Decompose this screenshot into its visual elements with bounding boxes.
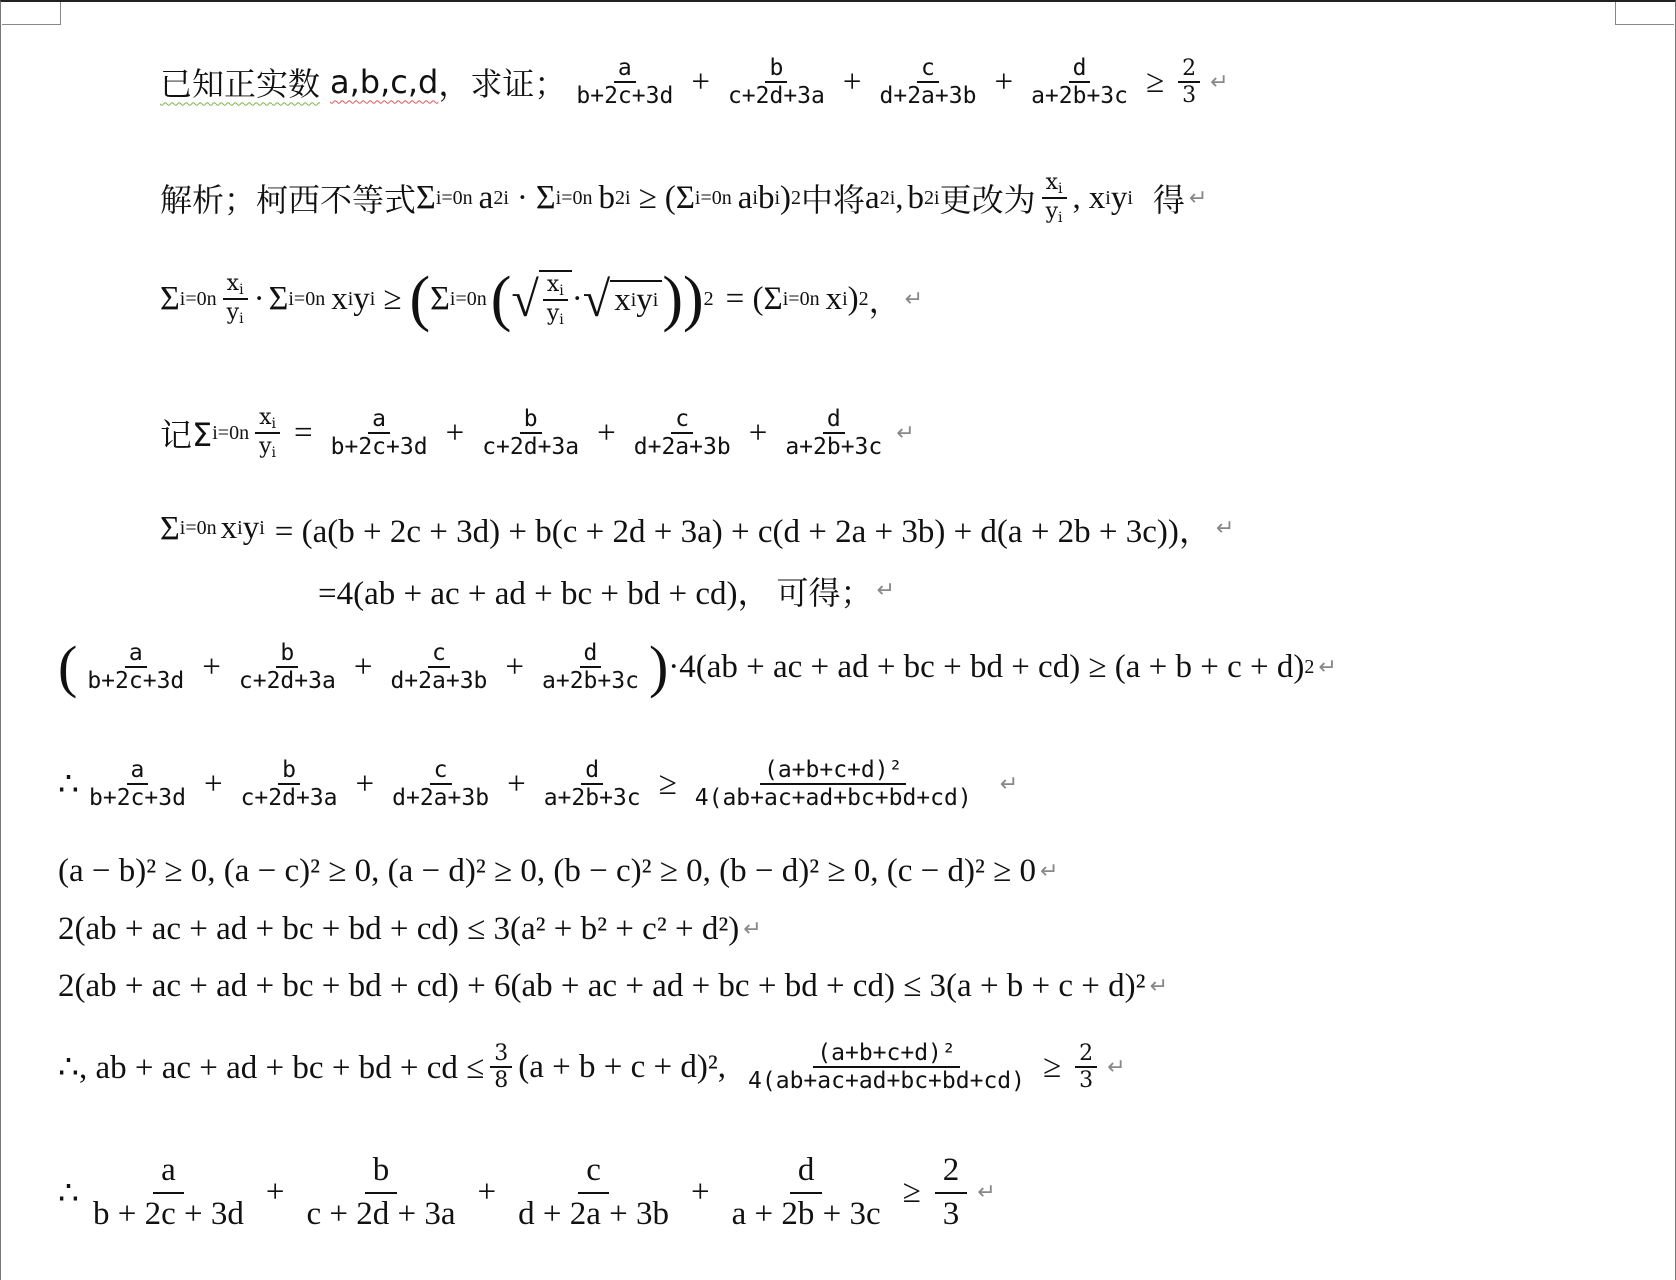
page-corner-mark-top-right bbox=[1615, 2, 1674, 25]
big-right-paren: ) bbox=[683, 265, 704, 333]
sum-symbol: Σ bbox=[430, 280, 450, 317]
paragraph-mark-icon: ↵ bbox=[977, 1180, 996, 1206]
cauchy-end: ， bbox=[868, 282, 901, 320]
paragraph-mark-icon: ↵ bbox=[876, 578, 895, 603]
problem-vars: a,b,c,d bbox=[330, 63, 439, 102]
big-left-paren: ( bbox=[409, 265, 431, 333]
sum-lower-limit: i=0 bbox=[435, 186, 463, 209]
therefore-2-lead: ∴, ab + ac + ad + bc + bd + cd ≤ bbox=[58, 1050, 485, 1087]
problem-statement bbox=[160, 55, 1229, 110]
plus-sign: + bbox=[842, 63, 862, 100]
close-paren: ) bbox=[780, 179, 792, 216]
geq-sign: ≥ bbox=[383, 280, 402, 317]
fraction-two-thirds: $\frac{2}{3}$ bbox=[1178, 56, 1200, 109]
inequality-2-text: 2(ab + ac + ad + bc + bd + cd) + 6(ab + ac + ad + bc + bd + cd) ≤ 3(a + b + c + d)² bbox=[58, 968, 1146, 1004]
plus-sign: + bbox=[691, 63, 710, 100]
plus-sign: + bbox=[994, 63, 1014, 100]
term-a: a bbox=[865, 179, 880, 216]
sum-xy-result: =4(ab + ac + ad + bc + bd + cd)， bbox=[318, 576, 771, 612]
inequality-line-2 bbox=[58, 968, 1168, 1005]
dot-operator: · bbox=[516, 179, 528, 216]
term-b: b bbox=[598, 179, 616, 216]
therefore-line-2: ∴, ab + ac + ad + bc + bd + cd ≤ $\frac{3}{8}$ (a + b + c + d)², $\frac{\text{(a+b+c+d)²}}{4(ab+ac+ad+bc+bd+cd)}$ ≥ $\frac{2}{3}$ ↵ bbox=[58, 1040, 1126, 1095]
geq-sign: ≥ bbox=[1146, 63, 1165, 100]
final-conclusion: ∴ $\frac{a}{b + 2c + 3d}$ + $\frac{b}{c + 2d + 3a}$ + $\frac{c}{d + 2a + 3b}$ + $\frac{d}{a + 2b + 3c}$ ≥ $\frac{2}{3}$ ↵ bbox=[58, 1152, 996, 1232]
analysis-label: 解析；柯西不等式 bbox=[160, 181, 417, 220]
paragraph-mark-icon: ↵ bbox=[1210, 69, 1229, 95]
product-line: ( $\frac{a}{b+2c+3d}$ + $\frac{b}{c+2d+3a}$ + $\frac{c}{d+2a+3b}$ + $\frac{d}{a+2b+3c}$ ) ·4(ab + ac + ad + bc + bd + cd) ≥ (a + b + c + d) 2 ↵ bbox=[58, 634, 1337, 699]
therefore-line-1: ∴ $\frac{a}{b+2c+3d}$ + $\frac{b}{c+2d+3a}$ + $\frac{c}{d+2a+3b}$ + $\frac{d}{a+2b+3c}$ ≥ $\frac{\text{(a+b+c+d)²}}{4(ab+ac+ad+bc+bd+cd)}$ ↵ bbox=[58, 757, 1019, 812]
analysis-mid: 中将 bbox=[801, 181, 866, 220]
define-prefix: 记Σ bbox=[160, 416, 213, 455]
paragraph-mark-icon: ↵ bbox=[1039, 859, 1059, 884]
sum-xy-line: Σ i=0 n x i y i = (a(b + 2c + 3d) + b(c + 2d + 3a) + c(d + 2a + 3b) + d(a + 2b + 3c))， ↵ bbox=[160, 505, 1234, 552]
sum-symbol: Σ bbox=[160, 509, 180, 547]
sum-symbol: Σ bbox=[268, 280, 289, 317]
paragraph-mark-icon: ↵ bbox=[1215, 516, 1235, 541]
dot-operator: · bbox=[571, 280, 583, 317]
big-left-paren: ( bbox=[58, 634, 78, 699]
fraction-1: $\frac{a}{b+2c+3d}$ bbox=[576, 55, 674, 110]
ke-de-label: 可得； bbox=[776, 573, 873, 612]
term-y: y bbox=[1110, 179, 1128, 216]
dot-operator: · bbox=[253, 280, 265, 317]
fraction-3: $\frac{c}{d+2a+3b}$ bbox=[879, 55, 977, 110]
geq-sign: ≥ bbox=[638, 179, 657, 216]
squares-line bbox=[58, 853, 1058, 890]
inequality-1-text: 2(ab + ac + ad + bc + bd + cd) ≤ 3(a² + b² + c² + d²) bbox=[58, 911, 740, 947]
analysis-change: 更改为 bbox=[939, 181, 1036, 220]
analysis-de: 得 bbox=[1152, 181, 1185, 220]
problem-mid: ，求证； bbox=[438, 65, 567, 104]
big-right-paren: ) bbox=[662, 265, 684, 333]
paragraph-mark-icon: ↵ bbox=[1149, 974, 1168, 999]
term-a: a bbox=[478, 179, 494, 216]
equals-sum: = (Σ bbox=[725, 280, 783, 317]
sqrt-x-over-y: √ $\frac{x_i}{y_i}$ bbox=[511, 270, 571, 328]
therefore-symbol: ∴ bbox=[58, 1175, 79, 1212]
sum-symbol: Σ bbox=[160, 280, 180, 317]
term-b: b bbox=[907, 179, 925, 216]
cauchy-line: Σ i=0 n $\frac{x_i}{y_i}$ · Σ i=0 n x i y i ≥ ( Σ i=0 n ( √ $\frac{x_i}{y_i}$ · √ x i y i ) ) 2 = (Σ i=0 n x i ) 2 ， ↵ bbox=[160, 265, 924, 333]
define-line: 记Σ i=0 n $\frac{x_i}{y_i}$ = $\frac{a}{b+2c+3d}$ + $\frac{b}{c+2d+3a}$ + $\frac{c}{d+2a+3b}$ + $\frac{d}{a+2b+3c}$ ↵ bbox=[160, 405, 915, 462]
paragraph-mark-icon: ↵ bbox=[1107, 1054, 1126, 1080]
sum-xy-simplified bbox=[318, 567, 895, 614]
sqrt-xy: √ x i y i bbox=[583, 274, 663, 324]
big-left-paren: ( bbox=[490, 265, 512, 333]
paragraph-mark-icon: ↵ bbox=[1318, 654, 1337, 680]
sum-symbol: Σ bbox=[535, 179, 556, 217]
squares-text: (a − b)² ≥ 0, (a − c)² ≥ 0, (a − d)² ≥ 0, (b − c)² ≥ 0, (b − d)² ≥ 0, (c − d)² ≥ 0 bbox=[58, 853, 1036, 889]
page-corner-mark-top-left bbox=[2, 2, 61, 25]
term-b: b bbox=[757, 179, 775, 216]
fraction-2: $\frac{b}{c+2d+3a}$ bbox=[727, 55, 825, 110]
fraction-bound: $\frac{\text{(a+b+c+d)²}}{4(ab+ac+ad+bc+bd+cd)}$ bbox=[694, 757, 972, 812]
problem-prefix: 已知正实数 bbox=[160, 65, 321, 104]
equals-sign: = bbox=[294, 414, 313, 451]
term-x: x bbox=[1088, 179, 1106, 216]
sum-xy-expansion: = (a(b + 2c + 3d) + b(c + 2d + 3a) + c(d + 2a + 3b) + d(a + 2b + 3c))， bbox=[274, 514, 1212, 550]
sum-upper-limit: n bbox=[462, 186, 473, 209]
fraction-x-over-y: $\frac{x_i}{y_i}$ bbox=[1042, 170, 1067, 226]
therefore-symbol: ∴ bbox=[58, 767, 79, 804]
fraction-three-eighths: $\frac{3}{8}$ bbox=[490, 1041, 512, 1094]
paragraph-mark-icon: ↵ bbox=[1188, 185, 1208, 211]
therefore-2-tail: (a + b + c + d)², bbox=[518, 1048, 727, 1085]
paragraph-mark-icon: ↵ bbox=[743, 917, 762, 942]
fraction-4: $\frac{d}{a+2b+3c}$ bbox=[1031, 55, 1128, 110]
paragraph-mark-icon: ↵ bbox=[896, 420, 915, 446]
analysis-line: 解析；柯西不等式 Σ i=0 n a 2 i · Σ i=0 n b 2 i ≥ (Σ i=0 n a i b i ) 2 中将 a 2 i , b 2 i 更改为 $\frac{x_i}{y_i}$ , x i y i 得 ↵ bbox=[160, 170, 1208, 227]
paragraph-mark-icon: ↵ bbox=[904, 286, 924, 312]
term-a: a bbox=[737, 179, 753, 216]
fraction-x-over-y: $\frac{x_i}{y_i}$ bbox=[223, 271, 248, 327]
sum-symbol: Σ bbox=[416, 179, 436, 217]
fraction-two-thirds: $\frac{2}{3}$ bbox=[1075, 1041, 1097, 1094]
paragraph-mark-icon: ↵ bbox=[999, 771, 1019, 797]
product-rhs: ·4(ab + ac + ad + bc + bd + cd) ≥ (a + b + c + d) bbox=[668, 648, 1305, 685]
inequality-line-1 bbox=[58, 911, 762, 948]
paren-sum: (Σ bbox=[664, 179, 695, 216]
fraction-bound: $\frac{\text{(a+b+c+d)²}}{4(ab+ac+ad+bc+bd+cd)}$ bbox=[748, 1040, 1025, 1095]
fraction-x-over-y: $\frac{x_i}{y_i}$ bbox=[255, 405, 280, 461]
big-right-paren: ) bbox=[648, 634, 669, 699]
